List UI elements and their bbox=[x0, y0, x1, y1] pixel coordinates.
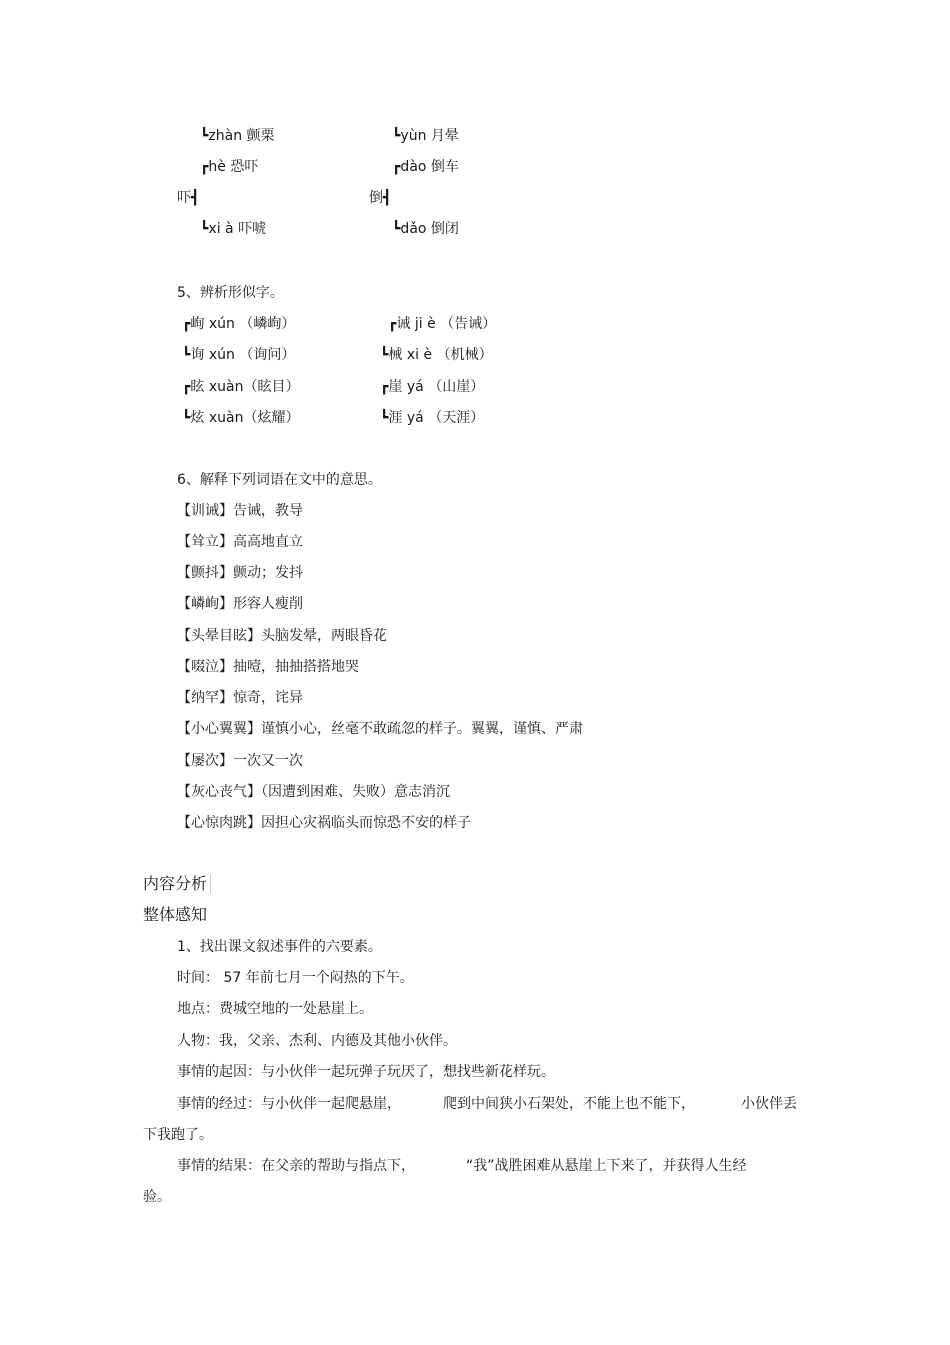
definition-item: 【屡次】一次又一次 bbox=[177, 753, 303, 769]
definition-item: 【嶙峋】形容人瘦削 bbox=[177, 596, 303, 612]
pinyin-xia: ┗xi à 吓唬 bbox=[200, 221, 267, 237]
definition-item: 【啜泣】抽噎，抽抽搭搭地哭 bbox=[177, 659, 359, 675]
definition-item: 【心惊肉跳】因担心灾祸临头而惊恐不安的样子 bbox=[177, 815, 471, 831]
pinyin-yun: ┗yùn 月晕 bbox=[392, 128, 459, 144]
element-cause: 事情的起因：与小伙伴一起玩弹子玩厌了，想找些新花样玩。 bbox=[177, 1064, 555, 1080]
pinyin-dao4: ┏dào 倒车 bbox=[392, 159, 459, 175]
definition-item: 【纳罕】惊奇，诧异 bbox=[177, 690, 303, 706]
pinyin-zhan: ┗zhàn 颤栗 bbox=[200, 128, 275, 144]
element-place: 地点：费城空地的一处悬崖上。 bbox=[177, 1001, 373, 1017]
definition-item: 【训诫】告诫，教导 bbox=[177, 503, 303, 519]
element-result-part1: 事情的结果：在父亲的帮助与指点下， bbox=[177, 1158, 415, 1174]
analysis-subtitle: 整体感知 bbox=[143, 905, 208, 924]
definition-item: 【小心翼翼】谨慎小心，丝毫不敢疏忽的样子。翼翼，谨慎、严肃 bbox=[177, 721, 583, 737]
definition-item: 【灰心丧气】（因遭到困难、失败）意志消沉 bbox=[177, 784, 450, 800]
element-process-part2: 爬到中间狭小石架处，不能上也不能下， bbox=[443, 1096, 695, 1112]
similar-char-left: ┗炫 xuàn（炫耀） bbox=[182, 410, 300, 426]
similar-char-left: ┏峋 xún （嶙峋） bbox=[182, 316, 296, 332]
similar-char-left: ┗询 xún （询问） bbox=[182, 347, 296, 363]
definition-item: 【耸立】高高地直立 bbox=[177, 534, 303, 550]
section5-heading: 5、辨析形似字。 bbox=[177, 285, 284, 301]
similar-char-right: ┗械 xi è （机械） bbox=[380, 347, 493, 363]
element-process-part3: 小伙伴丢 bbox=[741, 1096, 797, 1112]
char-xia: 吓┫ bbox=[177, 190, 200, 206]
element-time: 时间： 57 年前七月一个闷热的下午。 bbox=[177, 970, 414, 986]
definition-item: 【颤抖】颤动；发抖 bbox=[177, 565, 303, 581]
element-result-part3: 验。 bbox=[143, 1189, 171, 1205]
section6-heading: 6、解释下列词语在文中的意思。 bbox=[177, 472, 382, 488]
similar-char-left: ┏眩 xuàn（眩目） bbox=[182, 379, 300, 395]
definition-item: 【头晕目眩】头脑发晕，两眼昏花 bbox=[177, 628, 387, 644]
element-result-part2: “我”战胜困难从悬崖上下来了，并获得人生经 bbox=[466, 1158, 747, 1174]
pinyin-he: ┏hè 恐吓 bbox=[200, 159, 259, 175]
pinyin-dao3: ┗dǎo 倒闭 bbox=[392, 221, 459, 237]
element-process-part4: 下我跑了。 bbox=[143, 1127, 213, 1143]
analysis-title: 内容分析 bbox=[143, 874, 211, 894]
char-dao: 倒┫ bbox=[369, 190, 392, 206]
similar-char-right: ┏崖 yá （山崖） bbox=[380, 379, 485, 395]
element-people: 人物：我，父亲、杰利、内德及其他小伙伴。 bbox=[177, 1033, 457, 1049]
analysis-question: 1、找出课文叙述事件的六要素。 bbox=[177, 939, 382, 955]
element-process-part1: 事情的经过：与小伙伴一起爬悬崖， bbox=[177, 1096, 401, 1112]
similar-char-right: ┏诫 ji è （告诫） bbox=[388, 316, 497, 332]
similar-char-right: ┗涯 yá （天涯） bbox=[380, 410, 485, 426]
